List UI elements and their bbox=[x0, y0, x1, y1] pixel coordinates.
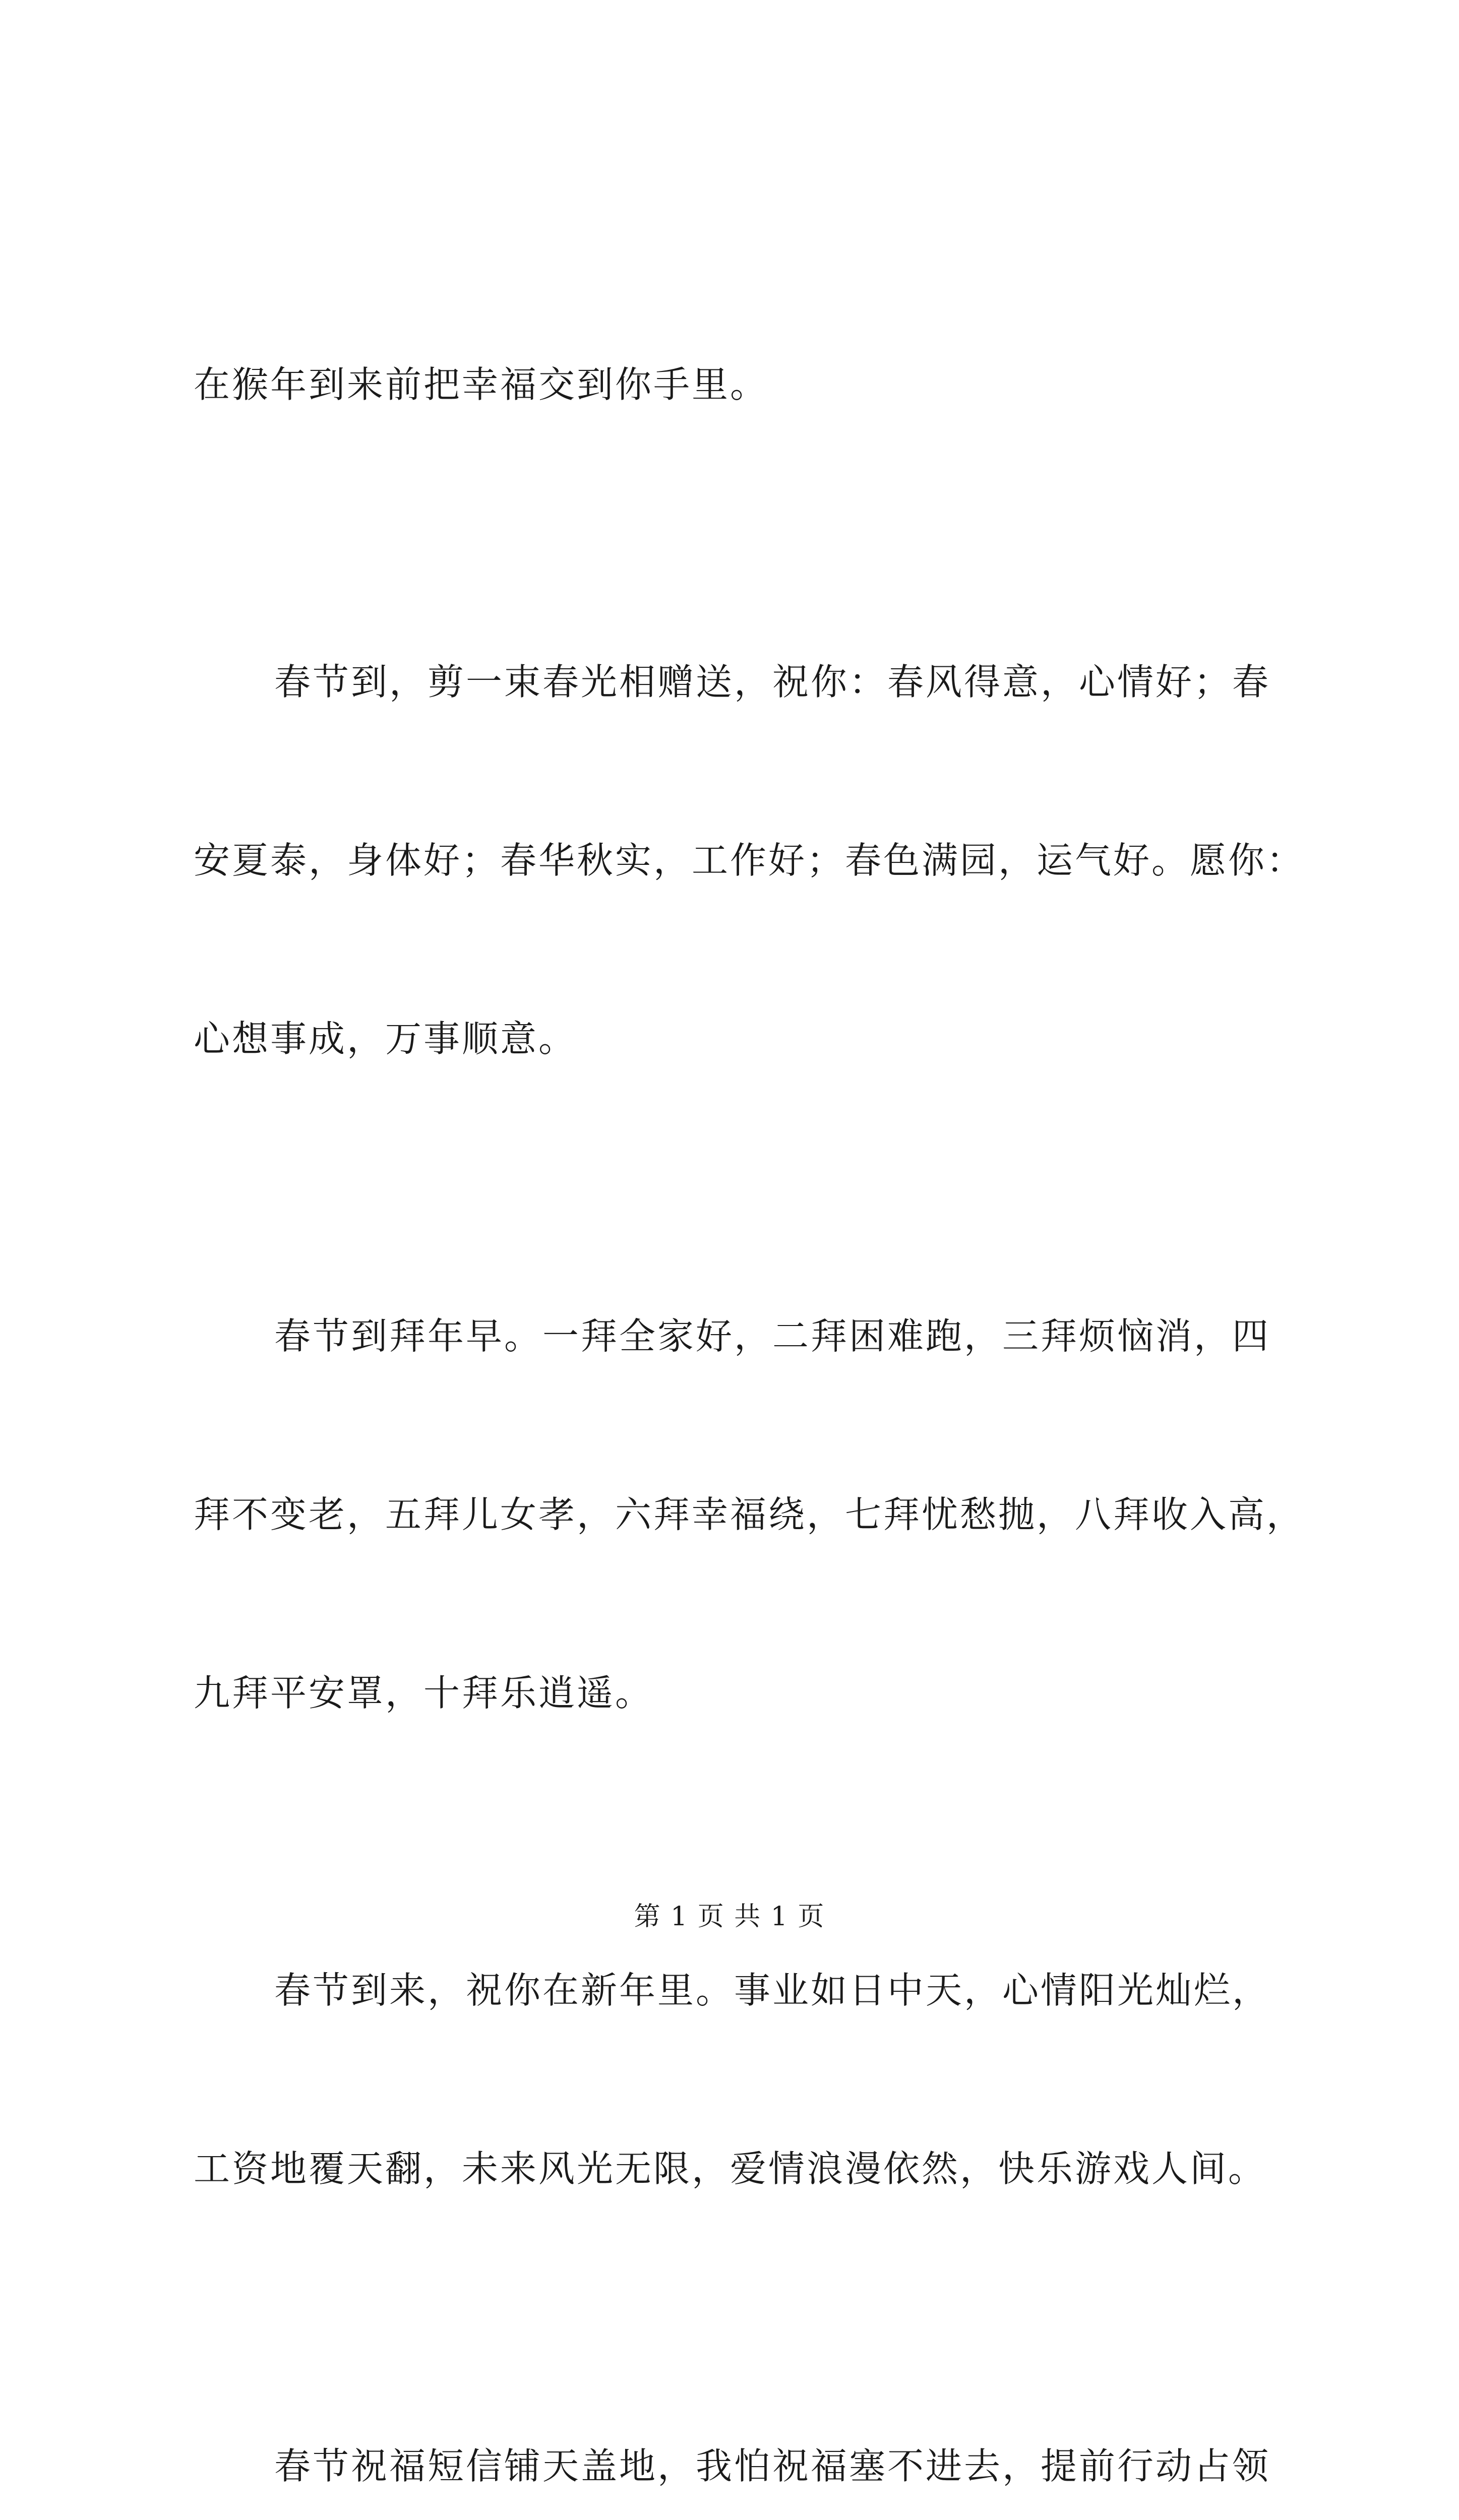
paragraph-line: 春节祝福短信铺天盖地，我怕祝福塞不进去，提前行动占领 bbox=[274, 2445, 1271, 2487]
paragraph-line: 拜不变老，五拜儿女孝，六拜幸福绕，七拜忧愁抛，八拜收入高， bbox=[194, 1493, 1305, 1536]
paragraph-line: 工资地覆天翻，未来风光无限，爱情浪漫依然，快乐游戏人间。 bbox=[194, 2148, 1267, 2190]
paragraph-2 bbox=[194, 533, 1305, 1187]
page-number-footer: 第 1 页 共 1 页 bbox=[634, 1902, 825, 1932]
paragraph-3 bbox=[194, 1187, 1305, 1842]
paragraph-line: 春节到拜年早。一拜全家好，二拜困难跑，三拜烦恼消，四 bbox=[274, 1315, 1271, 1357]
document-body bbox=[194, 236, 1305, 2520]
paragraph-1 bbox=[194, 236, 1278, 533]
paragraph-line: 九拜平安罩，十拜乐逍遥。 bbox=[194, 1672, 654, 1714]
paragraph-line: 春节到来，祝你在新年里。事业如日中天，心情阳光灿烂， bbox=[274, 1969, 1271, 2011]
paragraph-line: 安夏泰，身体好；春华秋实，工作好；春色满园，运气好。愿你： bbox=[194, 839, 1305, 881]
paragraph-line: 春节到，剪一束春光相赠送，祝你：春风得意，心情好；春 bbox=[274, 661, 1271, 703]
paragraph-line: 心想事成，万事顺意。 bbox=[194, 1018, 577, 1060]
paragraph-line: 在猴年到来前把幸福交到你手里。 bbox=[194, 363, 769, 406]
paragraph-5 bbox=[194, 2317, 1278, 2520]
